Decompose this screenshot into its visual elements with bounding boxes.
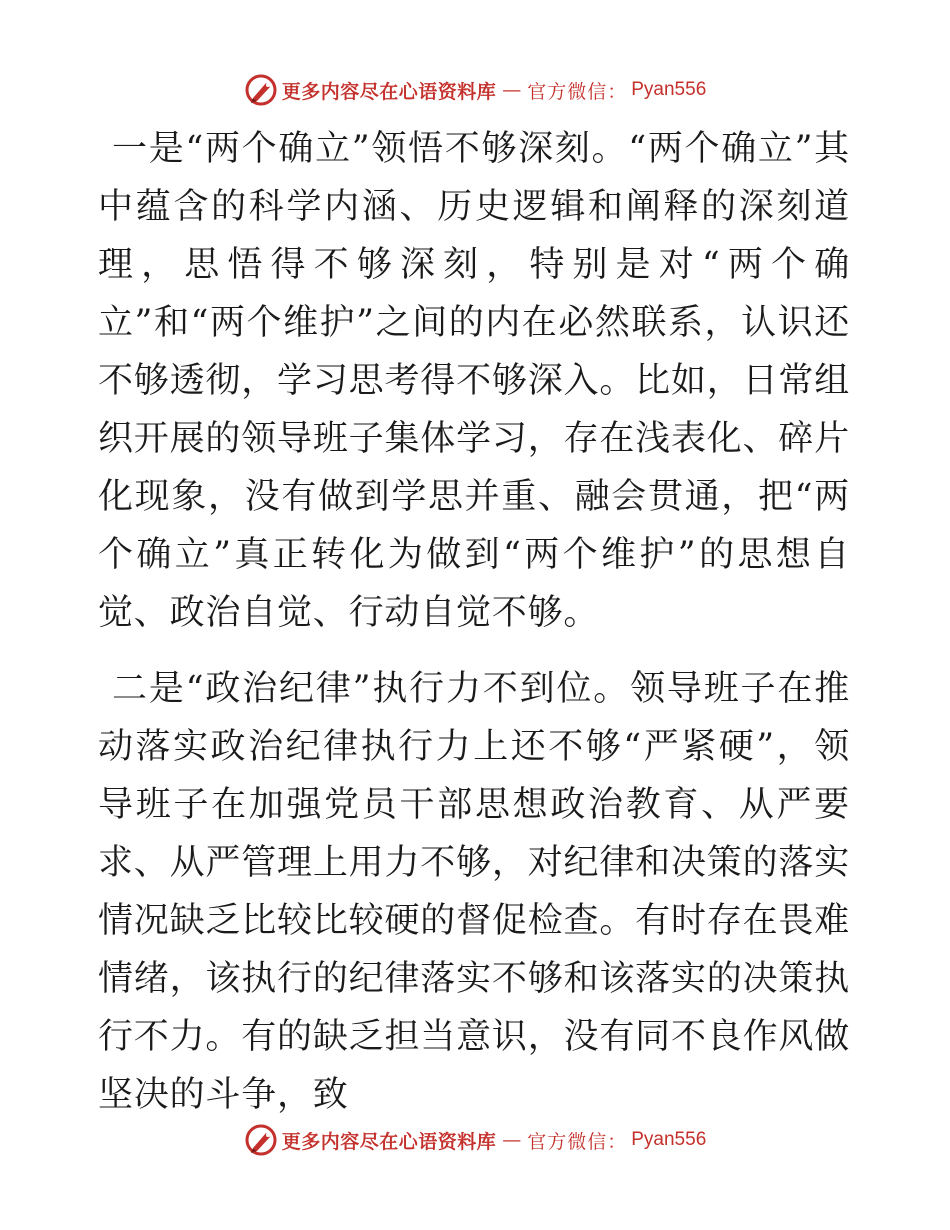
page-header-watermark — [0, 70, 950, 110]
pen-logo-icon — [244, 73, 278, 107]
pen-logo-icon — [244, 1123, 278, 1157]
document-body — [98, 120, 850, 1124]
brand-text: 更多内容尽在心语资料库 — [281, 80, 497, 103]
page-footer-watermark — [0, 1120, 950, 1160]
paragraph-1: 一是“两个确立”领悟不够深刻。“两个确立”其中蕴含的科学内涵、历史逻辑和阐释的深刻道理，思悟得不够深刻，特别是对“两个确立”和“两个维护”之间的内在必然联系，认识还不够透彻，学习思考得不够深入。比如，日常组织开展的领导班子集体学习，存在浅表化、碎片化现象，没有做到学思并重、融会贯通，把“两个确立”真正转化为做到“两个维护”的思想自觉、政治自觉、行动自觉不够。 — [98, 129, 850, 633]
paragraph-2: 二是“政治纪律”执行力不到位。领导班子在推动落实政治纪律执行力上还不够“严紧硬”，领导班子在加强党员干部思想政治教育、从严要求、从严管理上用力不够，对纪律和决策的落实情况缺乏比较比较硬的督促检查。有时存在畏难情绪，该执行的纪律落实不够和该落实的决策执行不力。有的缺乏担当意识，没有同不良作风做坚决的斗争，致 — [98, 669, 850, 1115]
official-wechat-label: 官方微信： — [527, 80, 628, 103]
wechat-handle: Pyan556 — [631, 79, 707, 100]
official-wechat-label: 官方微信： — [527, 1130, 628, 1153]
brand-banner — [244, 1123, 707, 1157]
brand-dash: — — [502, 1129, 522, 1151]
wechat-handle: Pyan556 — [631, 1129, 707, 1150]
brand-dash: — — [502, 79, 522, 101]
brand-text: 更多内容尽在心语资料库 — [281, 1130, 497, 1153]
brand-banner — [244, 73, 707, 107]
